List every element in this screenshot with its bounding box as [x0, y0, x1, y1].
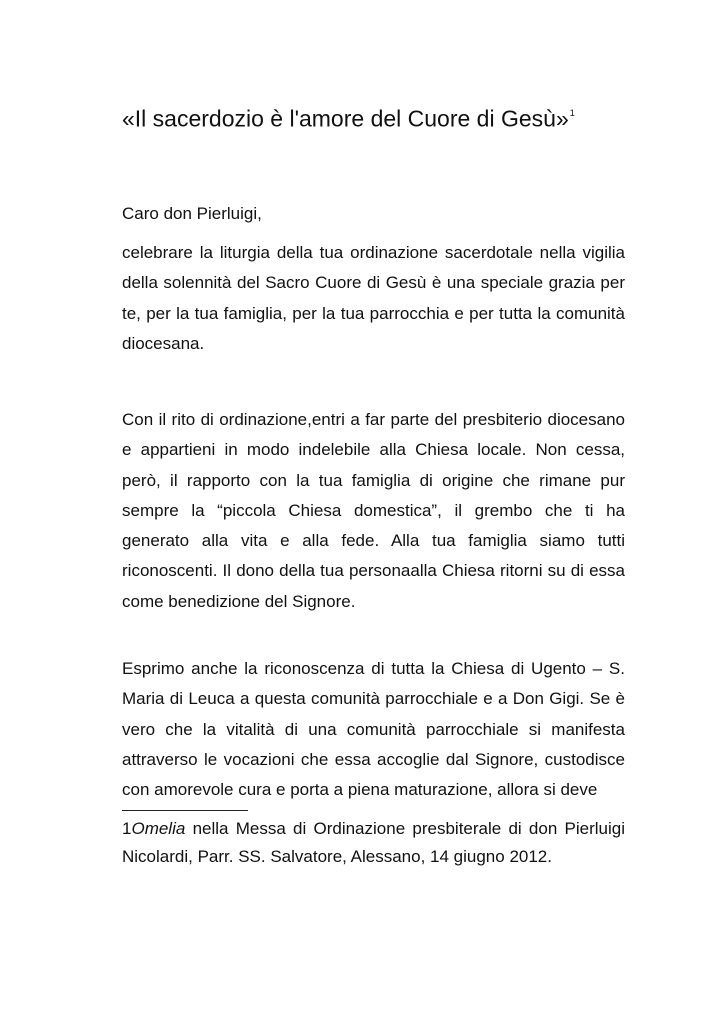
body-paragraph: Con il rito di ordinazione,entri a far parte del presbiterio diocesano e appartieni in modo indelebile alla Chiesa locale. Non cessa, però, il rapporto con la tua famiglia di origine che rimane pur sempre la “piccola Chiesa domestica”, il grembo che ti ha generato alla vita e alla fede. Alla tua famiglia siamo tutti riconoscenti. Il dono della tua personaalla Chiesa ritorni su di essa come benedizione del Signore. [122, 410, 625, 611]
body-paragraph: celebrare la liturgia della tua ordinazione sacerdotale nella vigilia della solennità del Sacro Cuore di Gesù è una speciale grazia per te, per la tua famiglia, per la tua parrocchia e per tutta la comunità diocesana. [122, 243, 625, 353]
footnote-reference[interactable]: 1 [569, 108, 575, 118]
footnote-separator [122, 810, 248, 811]
salutation: Caro don Pierluigi, [122, 204, 262, 223]
footnote-text: nella Messa di Ordinazione presbiterale di don Pierluigi Nicolardi, Parr. SS. Salvatore, Alessano, 14 giugno 2012. [122, 819, 625, 866]
document-title [122, 100, 642, 134]
footnote-number: 1 [122, 819, 132, 838]
title-text: «Il sacerdozio è l'amore del Cuore di Gesù» [122, 105, 569, 132]
body-paragraph: Esprimo anche la riconoscenza di tutta la Chiesa di Ugento – S. Maria di Leuca a questa comunità parrocchiale e a Don Gigi. Se è vero che la vitalità di una comunità parrocchiale si manifesta attraverso le vocazioni che essa accoglie dal Signore, custodisce con amorevole cura e porta a piena maturazione, allora si deve [122, 659, 625, 800]
footnote [122, 815, 625, 871]
footnote-italic: Omelia [131, 819, 186, 838]
